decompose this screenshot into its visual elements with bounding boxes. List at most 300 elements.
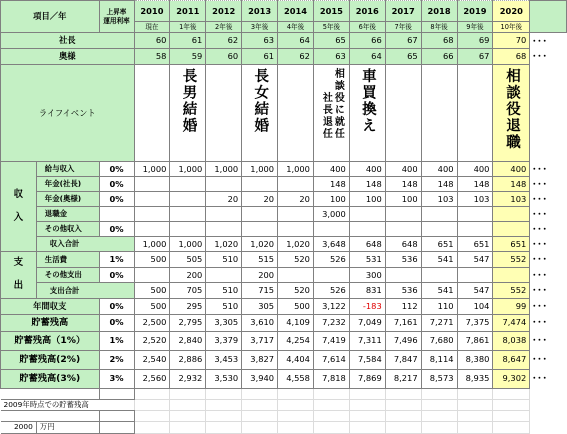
year-header[interactable]: 2015	[313, 1, 349, 22]
blank-cell[interactable]	[278, 421, 314, 433]
ellipsis-cell[interactable]: ･･･	[530, 314, 567, 331]
blank-cell[interactable]	[530, 65, 567, 162]
value-cell[interactable]: 68	[493, 49, 530, 65]
elapsed-header[interactable]: 現在	[134, 22, 170, 33]
row-label[interactable]: 退職金	[36, 207, 99, 222]
value-cell[interactable]: 58	[134, 49, 170, 65]
value-cell[interactable]: 648	[385, 237, 421, 252]
blank-cell[interactable]	[457, 410, 493, 421]
elapsed-header[interactable]: 4年後	[278, 22, 314, 33]
value-cell[interactable]: 1,000	[134, 237, 170, 252]
year-header[interactable]: 2019	[457, 1, 493, 22]
blank-cell[interactable]	[134, 421, 170, 433]
value-cell[interactable]: 99	[493, 298, 530, 314]
rate-cell[interactable]: 0%	[99, 222, 134, 237]
value-cell[interactable]: 515	[242, 252, 278, 268]
blank-cell[interactable]	[99, 388, 134, 399]
value-cell[interactable]: 2,932	[170, 369, 206, 388]
value-cell[interactable]: 7,049	[349, 314, 385, 331]
value-cell[interactable]: 651	[493, 237, 530, 252]
value-cell[interactable]: 62	[278, 49, 314, 65]
value-cell[interactable]: 1,000	[170, 162, 206, 177]
value-cell[interactable]: 705	[170, 283, 206, 299]
value-cell[interactable]: 8,114	[421, 350, 457, 369]
row-label[interactable]: 貯蓄残高(3%)	[1, 369, 100, 388]
life-event-cell[interactable]	[457, 65, 493, 162]
year-header[interactable]: 2013	[242, 1, 278, 22]
value-cell[interactable]: 547	[457, 283, 493, 299]
value-cell[interactable]: 1,020	[242, 237, 278, 252]
value-cell[interactable]: 541	[421, 252, 457, 268]
value-cell[interactable]: 65	[385, 49, 421, 65]
value-cell[interactable]: 500	[134, 283, 170, 299]
rate-cell[interactable]: 0%	[99, 192, 134, 207]
blank-cell[interactable]	[206, 388, 242, 399]
row-label[interactable]: 貯蓄残高（1%）	[1, 331, 100, 350]
value-cell[interactable]: 1,020	[278, 237, 314, 252]
value-cell[interactable]: 103	[493, 192, 530, 207]
blank-cell[interactable]	[349, 421, 385, 433]
value-cell[interactable]	[134, 192, 170, 207]
rate-cell[interactable]: 0%	[99, 177, 134, 192]
blank-cell[interactable]	[385, 421, 421, 433]
value-cell[interactable]: 64	[278, 33, 314, 49]
ellipsis-cell[interactable]: ･･･	[530, 177, 567, 192]
value-cell[interactable]: 520	[278, 252, 314, 268]
value-cell[interactable]	[421, 267, 457, 283]
blank-cell[interactable]	[242, 410, 278, 421]
life-event-cell[interactable]	[385, 65, 421, 162]
blank-cell[interactable]	[170, 410, 206, 421]
blank-cell[interactable]	[313, 410, 349, 421]
value-cell[interactable]: 7,680	[421, 331, 457, 350]
blank-cell[interactable]	[349, 399, 385, 410]
year-header[interactable]: 2011	[170, 1, 206, 22]
blank-cell[interactable]	[313, 388, 349, 399]
value-cell[interactable]: 400	[313, 162, 349, 177]
value-cell[interactable]: 148	[385, 177, 421, 192]
blank-cell[interactable]	[278, 399, 314, 410]
blank-cell[interactable]	[493, 399, 530, 410]
value-cell[interactable]	[457, 267, 493, 283]
value-cell[interactable]: 3,610	[242, 314, 278, 331]
value-cell[interactable]	[134, 177, 170, 192]
value-cell[interactable]: 3,453	[206, 350, 242, 369]
row-label[interactable]: 収入合計	[36, 237, 134, 252]
value-cell[interactable]: 103	[457, 192, 493, 207]
blank-cell[interactable]	[385, 388, 421, 399]
blank-cell[interactable]	[493, 421, 530, 433]
rate-cell[interactable]: 1%	[99, 252, 134, 268]
footer-unit[interactable]: 万円	[36, 421, 99, 433]
value-cell[interactable]: 510	[206, 298, 242, 314]
blank-cell[interactable]	[313, 421, 349, 433]
row-label[interactable]: 年間収支	[1, 298, 100, 314]
rate-cell[interactable]: 1%	[99, 331, 134, 350]
value-cell[interactable]: 8,935	[457, 369, 493, 388]
rate-cell[interactable]: 3%	[99, 369, 134, 388]
value-cell[interactable]	[421, 207, 457, 222]
value-cell[interactable]: -183	[349, 298, 385, 314]
row-label[interactable]: その他収入	[36, 222, 99, 237]
life-event-cell[interactable]	[493, 65, 530, 162]
value-cell[interactable]: 3,827	[242, 350, 278, 369]
value-cell[interactable]: 531	[349, 252, 385, 268]
value-cell[interactable]: 2,795	[170, 314, 206, 331]
blank-cell[interactable]	[170, 421, 206, 433]
ellipsis-cell[interactable]: ･･･	[530, 331, 567, 350]
value-cell[interactable]: 547	[457, 252, 493, 268]
value-cell[interactable]: 500	[134, 252, 170, 268]
blank-cell[interactable]	[99, 421, 134, 433]
blank-cell[interactable]	[530, 410, 567, 421]
value-cell[interactable]: 148	[349, 177, 385, 192]
rate-cell[interactable]	[99, 207, 134, 222]
value-cell[interactable]: 60	[134, 33, 170, 49]
value-cell[interactable]	[385, 222, 421, 237]
value-cell[interactable]: 536	[385, 252, 421, 268]
life-event-cell[interactable]	[134, 65, 170, 162]
value-cell[interactable]: 63	[313, 49, 349, 65]
elapsed-header[interactable]: 7年後	[385, 22, 421, 33]
year-header[interactable]: 2012	[206, 1, 242, 22]
blank-cell[interactable]	[242, 388, 278, 399]
blank-cell[interactable]	[99, 410, 134, 421]
row-label[interactable]: 年金(奥様)	[36, 192, 99, 207]
value-cell[interactable]: 520	[278, 283, 314, 299]
value-cell[interactable]: 715	[242, 283, 278, 299]
value-cell[interactable]	[170, 192, 206, 207]
value-cell[interactable]: 651	[421, 237, 457, 252]
value-cell[interactable]: 7,584	[349, 350, 385, 369]
value-cell[interactable]: 7,496	[385, 331, 421, 350]
value-cell[interactable]: 7,271	[421, 314, 457, 331]
value-cell[interactable]: 510	[206, 283, 242, 299]
blank-cell[interactable]	[134, 399, 170, 410]
value-cell[interactable]: 305	[242, 298, 278, 314]
value-cell[interactable]	[170, 207, 206, 222]
value-cell[interactable]: 100	[349, 192, 385, 207]
value-cell[interactable]: 104	[457, 298, 493, 314]
ellipsis-cell[interactable]: ･･･	[530, 237, 567, 252]
ellipsis-cell[interactable]: ･･･	[530, 350, 567, 369]
value-cell[interactable]: 7,232	[313, 314, 349, 331]
value-cell[interactable]: 148	[493, 177, 530, 192]
blank-cell[interactable]	[170, 399, 206, 410]
group-label[interactable]	[1, 252, 37, 299]
value-cell[interactable]	[457, 207, 493, 222]
value-cell[interactable]: 66	[421, 49, 457, 65]
value-cell[interactable]: 8,038	[493, 331, 530, 350]
value-cell[interactable]: 61	[242, 49, 278, 65]
value-cell[interactable]: 100	[385, 192, 421, 207]
value-cell[interactable]: 59	[170, 49, 206, 65]
value-cell[interactable]	[349, 222, 385, 237]
value-cell[interactable]: 2,560	[134, 369, 170, 388]
value-cell[interactable]: 541	[421, 283, 457, 299]
value-cell[interactable]: 62	[206, 33, 242, 49]
elapsed-header[interactable]: 8年後	[421, 22, 457, 33]
year-header[interactable]: 2017	[385, 1, 421, 22]
value-cell[interactable]: 536	[385, 283, 421, 299]
value-cell[interactable]	[206, 222, 242, 237]
value-cell[interactable]	[278, 207, 314, 222]
value-cell[interactable]: 64	[349, 49, 385, 65]
value-cell[interactable]: 651	[457, 237, 493, 252]
value-cell[interactable]: 3,122	[313, 298, 349, 314]
value-cell[interactable]: 67	[385, 33, 421, 49]
value-cell[interactable]	[421, 222, 457, 237]
value-cell[interactable]	[457, 222, 493, 237]
elapsed-header[interactable]: 2年後	[206, 22, 242, 33]
value-cell[interactable]	[278, 267, 314, 283]
rate-cell[interactable]: 0%	[99, 314, 134, 331]
value-cell[interactable]: 2,500	[134, 314, 170, 331]
blank-cell[interactable]	[530, 388, 567, 399]
corner-header[interactable]: 項目／年	[1, 1, 100, 33]
ellipsis-cell[interactable]: ･･･	[530, 49, 567, 65]
value-cell[interactable]: 20	[278, 192, 314, 207]
blank-cell[interactable]	[493, 410, 530, 421]
value-cell[interactable]: 1,020	[206, 237, 242, 252]
value-cell[interactable]: 505	[170, 252, 206, 268]
value-cell[interactable]: 100	[313, 192, 349, 207]
life-event-label[interactable]: ライフイベント	[1, 65, 135, 162]
blank-cell[interactable]	[385, 399, 421, 410]
value-cell[interactable]: 295	[170, 298, 206, 314]
blank-cell[interactable]	[349, 388, 385, 399]
blank-cell[interactable]	[421, 399, 457, 410]
life-event-cell[interactable]	[313, 65, 349, 162]
blank-cell[interactable]	[170, 388, 206, 399]
value-cell[interactable]	[313, 267, 349, 283]
value-cell[interactable]	[242, 207, 278, 222]
blank-cell[interactable]	[1, 388, 100, 399]
value-cell[interactable]	[242, 222, 278, 237]
value-cell[interactable]: 526	[313, 283, 349, 299]
blank-cell[interactable]	[242, 421, 278, 433]
value-cell[interactable]: 831	[349, 283, 385, 299]
value-cell[interactable]: 20	[206, 192, 242, 207]
value-cell[interactable]: 3,940	[242, 369, 278, 388]
age-label[interactable]: 奥様	[1, 49, 135, 65]
value-cell[interactable]: 3,717	[242, 331, 278, 350]
value-cell[interactable]: 2,520	[134, 331, 170, 350]
value-cell[interactable]: 3,648	[313, 237, 349, 252]
value-cell[interactable]: 148	[421, 177, 457, 192]
value-cell[interactable]: 500	[278, 298, 314, 314]
value-cell[interactable]	[493, 267, 530, 283]
life-event-cell[interactable]	[421, 65, 457, 162]
value-cell[interactable]: 552	[493, 283, 530, 299]
blank-cell[interactable]	[134, 388, 170, 399]
value-cell[interactable]: 4,558	[278, 369, 314, 388]
blank-cell[interactable]	[457, 388, 493, 399]
value-cell[interactable]: 9,302	[493, 369, 530, 388]
ellipsis-cell[interactable]: ･･･	[530, 369, 567, 388]
value-cell[interactable]	[206, 207, 242, 222]
blank-cell[interactable]	[349, 410, 385, 421]
rate-cell[interactable]: 2%	[99, 350, 134, 369]
value-cell[interactable]: 61	[170, 33, 206, 49]
value-cell[interactable]	[493, 207, 530, 222]
row-label[interactable]: 貯蓄残高	[1, 314, 100, 331]
value-cell[interactable]: 300	[349, 267, 385, 283]
value-cell[interactable]: 3,000	[313, 207, 349, 222]
value-cell[interactable]: 112	[385, 298, 421, 314]
value-cell[interactable]: 7,847	[385, 350, 421, 369]
value-cell[interactable]	[385, 207, 421, 222]
value-cell[interactable]: 3,530	[206, 369, 242, 388]
rate-cell[interactable]: 0%	[99, 267, 134, 283]
year-header[interactable]: 2016	[349, 1, 385, 22]
ellipsis-cell[interactable]: ･･･	[530, 33, 567, 49]
value-cell[interactable]: 500	[134, 298, 170, 314]
value-cell[interactable]: 8,573	[421, 369, 457, 388]
value-cell[interactable]: 648	[349, 237, 385, 252]
value-cell[interactable]	[134, 267, 170, 283]
blank-cell[interactable]	[421, 421, 457, 433]
value-cell[interactable]: 63	[242, 33, 278, 49]
year-header[interactable]: 2014	[278, 1, 314, 22]
life-event-cell[interactable]	[242, 65, 278, 162]
value-cell[interactable]: 103	[421, 192, 457, 207]
value-cell[interactable]	[493, 222, 530, 237]
rate-cell[interactable]: 0%	[99, 298, 134, 314]
value-cell[interactable]: 400	[421, 162, 457, 177]
value-cell[interactable]: 1,000	[206, 162, 242, 177]
footer-note[interactable]: 2009年時点での貯蓄残高	[1, 399, 135, 410]
row-label[interactable]: 貯蓄残高(2%)	[1, 350, 100, 369]
value-cell[interactable]: 148	[457, 177, 493, 192]
blank-cell[interactable]	[457, 399, 493, 410]
value-cell[interactable]: 69	[457, 33, 493, 49]
value-cell[interactable]	[170, 177, 206, 192]
year-header[interactable]: 2018	[421, 1, 457, 22]
value-cell[interactable]	[385, 267, 421, 283]
row-label[interactable]: その他支出	[36, 267, 99, 283]
blank-cell[interactable]	[421, 410, 457, 421]
elapsed-header[interactable]: 5年後	[313, 22, 349, 33]
value-cell[interactable]: 7,161	[385, 314, 421, 331]
life-event-cell[interactable]	[278, 65, 314, 162]
value-cell[interactable]	[313, 222, 349, 237]
value-cell[interactable]	[206, 177, 242, 192]
ellipsis-cell[interactable]: ･･･	[530, 283, 567, 299]
value-cell[interactable]: 1,000	[278, 162, 314, 177]
value-cell[interactable]: 4,254	[278, 331, 314, 350]
life-event-cell[interactable]	[349, 65, 385, 162]
ellipsis-cell[interactable]: ･･･	[530, 222, 567, 237]
value-cell[interactable]: 2,840	[170, 331, 206, 350]
value-cell[interactable]: 1,000	[170, 237, 206, 252]
value-cell[interactable]	[134, 207, 170, 222]
life-event-cell[interactable]	[206, 65, 242, 162]
row-label[interactable]: 支出合計	[36, 283, 134, 299]
value-cell[interactable]: 400	[349, 162, 385, 177]
blank-cell[interactable]	[313, 399, 349, 410]
value-cell[interactable]: 2,886	[170, 350, 206, 369]
row-label[interactable]: 給与収入	[36, 162, 99, 177]
value-cell[interactable]: 400	[385, 162, 421, 177]
value-cell[interactable]: 7,419	[313, 331, 349, 350]
value-cell[interactable]: 7,818	[313, 369, 349, 388]
value-cell[interactable]: 7,375	[457, 314, 493, 331]
value-cell[interactable]: 510	[206, 252, 242, 268]
ellipsis-cell[interactable]: ･･･	[530, 207, 567, 222]
value-cell[interactable]: 68	[421, 33, 457, 49]
rate-cell[interactable]: 0%	[99, 162, 134, 177]
value-cell[interactable]: 67	[457, 49, 493, 65]
blank-cell[interactable]	[206, 421, 242, 433]
blank-cell[interactable]	[206, 399, 242, 410]
value-cell[interactable]: 66	[349, 33, 385, 49]
value-cell[interactable]	[206, 267, 242, 283]
value-cell[interactable]: 4,404	[278, 350, 314, 369]
ellipsis-cell[interactable]: ･･･	[530, 252, 567, 268]
value-cell[interactable]: 7,861	[457, 331, 493, 350]
rate-header[interactable]	[99, 1, 134, 33]
value-cell[interactable]: 400	[457, 162, 493, 177]
row-label[interactable]: 生活費	[36, 252, 99, 268]
value-cell[interactable]: 7,614	[313, 350, 349, 369]
value-cell[interactable]: 8,380	[457, 350, 493, 369]
value-cell[interactable]	[242, 177, 278, 192]
value-cell[interactable]: 526	[313, 252, 349, 268]
value-cell[interactable]	[278, 177, 314, 192]
blank-cell[interactable]	[421, 388, 457, 399]
year-header[interactable]: 2020	[493, 1, 530, 22]
ellipsis-cell[interactable]: ･･･	[530, 298, 567, 314]
ellipsis-cell[interactable]: ･･･	[530, 267, 567, 283]
blank-cell[interactable]	[278, 410, 314, 421]
value-cell[interactable]: 200	[242, 267, 278, 283]
value-cell[interactable]: 60	[206, 49, 242, 65]
blank-cell[interactable]	[530, 399, 567, 410]
value-cell[interactable]	[170, 222, 206, 237]
row-label[interactable]: 年金(社長)	[36, 177, 99, 192]
value-cell[interactable]: 7,474	[493, 314, 530, 331]
value-cell[interactable]: 1,000	[134, 162, 170, 177]
value-cell[interactable]: 3,305	[206, 314, 242, 331]
blank-cell[interactable]	[206, 410, 242, 421]
value-cell[interactable]: 110	[421, 298, 457, 314]
value-cell[interactable]	[134, 222, 170, 237]
value-cell[interactable]: 7,869	[349, 369, 385, 388]
ellipsis-cell[interactable]: ･･･	[530, 162, 567, 177]
blank-cell[interactable]	[530, 421, 567, 433]
value-cell[interactable]: 20	[242, 192, 278, 207]
elapsed-header[interactable]: 9年後	[457, 22, 493, 33]
elapsed-header[interactable]: 6年後	[349, 22, 385, 33]
blank-cell[interactable]	[134, 410, 170, 421]
blank-cell[interactable]	[385, 410, 421, 421]
value-cell[interactable]: 7,311	[349, 331, 385, 350]
value-cell[interactable]: 1,000	[242, 162, 278, 177]
value-cell[interactable]: 70	[493, 33, 530, 49]
group-label[interactable]	[1, 162, 37, 252]
value-cell[interactable]: 200	[170, 267, 206, 283]
value-cell[interactable]	[349, 207, 385, 222]
blank-cell[interactable]	[242, 399, 278, 410]
value-cell[interactable]: 8,647	[493, 350, 530, 369]
blank-cell[interactable]	[530, 1, 567, 33]
ellipsis-cell[interactable]: ･･･	[530, 192, 567, 207]
life-event-cell[interactable]	[170, 65, 206, 162]
blank-cell[interactable]	[493, 388, 530, 399]
value-cell[interactable]: 8,217	[385, 369, 421, 388]
value-cell[interactable]	[278, 222, 314, 237]
